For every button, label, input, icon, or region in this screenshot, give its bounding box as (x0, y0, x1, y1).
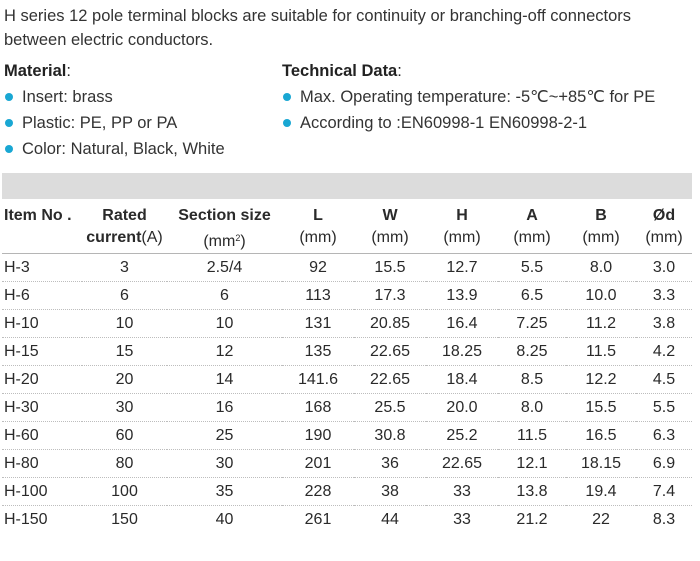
table-cell: 11.5 (498, 422, 566, 450)
table-cell: 16.4 (426, 310, 498, 338)
table-cell: 141.6 (282, 366, 354, 394)
table-cell: 80 (82, 450, 167, 478)
table-cell: 113 (282, 282, 354, 310)
table-cell: 30 (167, 450, 282, 478)
table-cell: 25 (167, 422, 282, 450)
bullet-icon (5, 119, 13, 127)
table-cell: 14 (167, 366, 282, 394)
table-cell: H-150 (4, 511, 48, 528)
table-cell: 5.5 (498, 254, 566, 282)
list-item: Plastic: PE, PP or PA (4, 110, 225, 136)
list-item: Max. Operating temperature: -5℃~+85℃ for PE (282, 84, 655, 110)
table-row (2, 282, 692, 310)
table-row (2, 366, 692, 394)
table-cell: 3.0 (636, 254, 692, 282)
table-cell: 40 (215, 511, 234, 528)
table-cell: 11.2 (566, 310, 636, 338)
table-cell: 25.2 (426, 422, 498, 450)
list-item: Insert: brass (4, 84, 225, 110)
table-cell: 20 (82, 366, 167, 394)
col-H: H (mm) (443, 207, 481, 246)
table-cell: 190 (282, 422, 354, 450)
table-cell: 10 (82, 310, 167, 338)
table-cell: 13.8 (498, 478, 566, 506)
table-cell: H-6 (2, 282, 82, 310)
table-cell: 6.3 (636, 422, 692, 450)
table-cell: 22 (592, 511, 610, 528)
table-cell: H-15 (2, 338, 82, 366)
table-cell: 8.0 (498, 394, 566, 422)
table-row (2, 422, 692, 450)
table-cell: 150 (111, 511, 138, 528)
table-cell: 38 (354, 478, 426, 506)
table-cell: 35 (167, 478, 282, 506)
material-section (4, 60, 225, 162)
table-cell: 2.5/4 (167, 254, 282, 282)
table-cell: 6 (82, 282, 167, 310)
table-cell: 3 (82, 254, 167, 282)
table-cell: H-100 (2, 478, 82, 506)
table-cell: 20.85 (354, 310, 426, 338)
table-cell: 4.2 (636, 338, 692, 366)
table-cell: H-10 (2, 310, 82, 338)
table-cell: 100 (82, 478, 167, 506)
table-cell: H-80 (2, 450, 82, 478)
list-item: According to :EN60998-1 EN60998-2-1 (282, 110, 655, 136)
table-cell: 8.25 (498, 338, 566, 366)
table-cell: 60 (82, 422, 167, 450)
table-cell: H-30 (2, 394, 82, 422)
col-L: L (mm) (299, 207, 337, 246)
table-cell: 33 (453, 511, 471, 528)
table-row (2, 450, 692, 478)
spec-table (2, 205, 692, 533)
table-row (2, 310, 692, 338)
table-cell: H-60 (2, 422, 82, 450)
table-row (2, 478, 692, 506)
table-cell: 12.7 (426, 254, 498, 282)
table-cell: 20.0 (426, 394, 498, 422)
table-cell: 8.0 (566, 254, 636, 282)
table-row (2, 394, 692, 422)
bullet-icon (283, 93, 291, 101)
table-cell: 15 (82, 338, 167, 366)
table-cell: 8.3 (652, 511, 676, 528)
table-cell: 22.65 (426, 450, 498, 478)
table-cell: 13.9 (426, 282, 498, 310)
table-cell: 7.25 (498, 310, 566, 338)
table-cell: 8.5 (498, 366, 566, 394)
table-cell: 10.0 (566, 282, 636, 310)
table-header-row (2, 205, 692, 254)
intro-text: H series 12 pole terminal blocks are suitable for continuity or branching-off connectors between electric conductors. (4, 7, 632, 49)
table-cell: 92 (282, 254, 354, 282)
table-cell: 168 (282, 394, 354, 422)
table-cell: 25.5 (354, 394, 426, 422)
table-cell: 15.5 (354, 254, 426, 282)
header-band (2, 173, 692, 199)
col-section-size: Section size $(mm^2)$ (178, 207, 271, 250)
material-list (4, 84, 225, 162)
table-cell: 36 (354, 450, 426, 478)
col-W: W (mm) (371, 207, 409, 246)
table-cell: 131 (282, 310, 354, 338)
table-cell: 201 (282, 450, 354, 478)
table-cell: H-3 (2, 254, 82, 282)
table-cell: 21.2 (516, 511, 548, 528)
table-cell: 18.4 (426, 366, 498, 394)
table-cell: 4.5 (636, 366, 692, 394)
table-row (2, 338, 692, 366)
table-cell: 3.3 (636, 282, 692, 310)
table-cell: 22.65 (354, 338, 426, 366)
bullet-icon (5, 145, 13, 153)
table-cell: 7.4 (636, 478, 692, 506)
technical-heading: Technical Data: (282, 62, 402, 80)
table-cell: 17.3 (354, 282, 426, 310)
table-cell: 18.15 (566, 450, 636, 478)
material-heading: Material: (4, 62, 71, 80)
col-item-no: Item No . (4, 207, 72, 224)
table-cell: 19.4 (566, 478, 636, 506)
col-rated-current: Rated current(A) (86, 207, 163, 246)
table-cell: 10 (167, 310, 282, 338)
table-row (2, 506, 692, 534)
table-cell: 30.8 (354, 422, 426, 450)
table-cell: 12.1 (498, 450, 566, 478)
technical-list (282, 84, 655, 136)
col-A: A (mm) (513, 207, 551, 246)
table-cell: 16.5 (566, 422, 636, 450)
table-cell: H-20 (2, 366, 82, 394)
table-cell: 3.8 (636, 310, 692, 338)
col-B: B (mm) (582, 207, 620, 246)
table-cell: 261 (304, 511, 332, 528)
table-cell: 16 (167, 394, 282, 422)
technical-section (282, 60, 655, 136)
table-cell: 6.5 (498, 282, 566, 310)
bullet-icon (5, 93, 13, 101)
table-cell: 18.25 (426, 338, 498, 366)
bullet-icon (283, 119, 291, 127)
table-cell: 6 (167, 282, 282, 310)
table-cell: 135 (282, 338, 354, 366)
table-cell: 33 (426, 478, 498, 506)
table-cell: 44 (381, 511, 399, 528)
table-cell: 12 (167, 338, 282, 366)
table-cell: 30 (82, 394, 167, 422)
table-cell: 228 (282, 478, 354, 506)
table-row (2, 254, 692, 282)
table-cell: 15.5 (566, 394, 636, 422)
list-item: Color: Natural, Black, White (4, 136, 225, 162)
table-cell: 11.5 (566, 338, 636, 366)
col-d: Ød (mm) (645, 207, 683, 246)
table-cell: 6.9 (636, 450, 692, 478)
table-cell: 12.2 (566, 366, 636, 394)
table-cell: 22.65 (354, 366, 426, 394)
table-cell: 5.5 (636, 394, 692, 422)
